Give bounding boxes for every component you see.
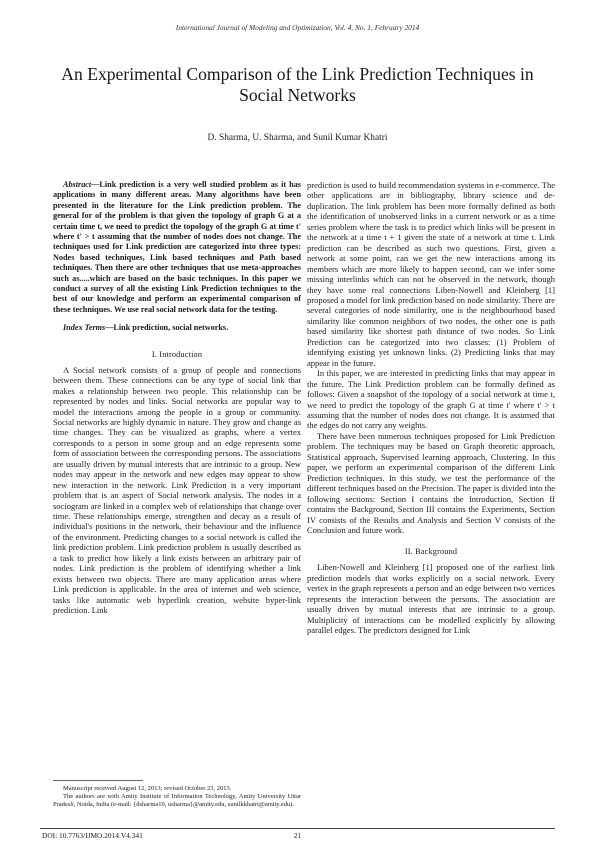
footer-divider — [40, 828, 555, 829]
abstract-label: Abstract — [63, 180, 92, 189]
body-paragraph: In this paper, we are interested in predicting links that may appear in the future. The Link Prediction problem can be formally defined as follows: Given a snapshot of the topology of a social network at time t, we need to predict the topology of the graph G at time t' where t' > t assuming that the number of nodes does not change. It is assumed that the edges do not carry any weights. — [307, 368, 555, 431]
abstract-text: —Link prediction is a very well studied problem as it has applications in many different areas. Many algorithms have been presented in the literature for the Link prediction problem. The general for of the problem is that given the topology of graph G at a certain time t, we need to predict the topology of the graph G at time t' where t' > t assuming that the number of nodes does not change. The techniques used for Link prediction are categorized into three types: Nodes based techniques, Link based techniques and Path based techniques. Then there are other techniques that use meta-approaches such as.....which are based on the basic techniques. In this paper we conduct a survey of all the existing Link Prediction techniques to the best of our knowledge and perform an experimental comparison of these techniques. We use real social network data for the testing. — [53, 180, 301, 314]
running-head: International Journal of Modeling and Optimization, Vol. 4, No. 1, February 2014 — [175, 23, 420, 32]
body-paragraph: There have been numerous techniques proposed for Link Prediction problem. The techniques may be based on Graph theoretic approach, Statistical approach, Supervised learning approach, Clustering. In this paper, we perform an experimental comparison of the different Link Prediction techniques. In this study, we test the performance of the different techniques based on the Precision. The paper is divided into the following sections: Section I contains the Introduction, Section II contains the Background, Section III contains the Experiments, Section IV consists of the Results and Analysis and Section V consists of the Conclusion and future work. — [307, 430, 555, 535]
abstract-paragraph — [53, 180, 301, 315]
body-paragraph: prediction is used to build recommendation systems in e-commerce. The other applications are in bibliography, library science and de-duplication. The link problem has been more formally defined as both the identification of unobserved links in a current network or as a time series problem where the task is to predict which links will be present in the network at a time t + 1 given the state of a network at time t. Link prediction can be described as such two questions. First, given a network at some point, can we get the new interactions among its members which are more likely to happen second, can we infer some missing interlinks which can not be observed in the network, though they have some real connections Liben-Nowell and Kleinberg [1] proposed a model for link prediction based on node similarity. There are several categories of node similarity, one is the neighbourhood based similarity like common neighbors of two nodes, the other one is path based similarity like shortest path distance of two nodes. So Link Prediction can be categorized into two classes: (1) Problem of identifying existing yet unknown links. (2) Predicting links that may appear in the future. — [307, 180, 555, 368]
author-list: D. Sharma, U. Sharma, and Sunil Kumar Khatri — [207, 133, 388, 143]
paper-title: An Experimental Comparison of the Link Prediction Techniques in Social Networks — [61, 64, 534, 105]
index-terms-text: —Link prediction, social networks. — [105, 323, 229, 333]
section-heading-introduction: I. Introduction — [151, 349, 203, 359]
page-number: 21 — [293, 831, 302, 840]
section-heading-background: II. Background — [404, 547, 458, 557]
index-terms-paragraph — [53, 323, 301, 333]
footnote-received: Manuscript received August 12, 2013; revised October 23, 2013. — [63, 785, 232, 792]
introduction-paragraph: A Social network consists of a group of people and connections between them. These connections can be any type of social link that makes a relationship between two people. This relationship can be represented by nodes and links. Social networks are popular way to model the interactions among the people in a group or community. Social networks are highly dynamic in nature. They grow and change as time changes. They can be visualized as graphs, where a vertex corresponds to a person in some group and an edge represents some form of association between the corresponding persons. The associations are usually driven by mutual interests that are intrinsic to a group. New nodes may appear in the network and new edges may appear to show new interaction in the network. Link Prediction is a very important problem that is an aspect of Social network analysis. The nodes in a sociogram are linked in a complex web of relationships that change over time. These relationships emerge, strengthen and decay as a result of individual's positions in the network, their behaviour and the influence of the environment. Predicting changes to a social network is called the link prediction problem. Link prediction problem is usually described as a task to predict how likely a link exists between an arbitrary pair of nodes. Link prediction is the problem of identifying whether a link exists between two objects. There are many application areas where Link prediction is applicable. In the area of internet and web science, tasks like automatic web hyperlink creation, website hyper-link prediction. Link — [53, 364, 301, 616]
background-paragraph: Liben-Nowell and Kleinberg [1] proposed one of the earliest link prediction models that works explicitly on a social network. Every vertex in the graph represents a person and an edge between two vertices represents the interaction between the persons. The association are usually driven by mutual interests that are intrinsic to a group. Multiplicity of interactions can be modelled explicitly by allowing parallel edges. The predictors designed for Link — [307, 562, 555, 636]
footnote-divider — [53, 780, 143, 781]
index-terms-label: Index Terms — [63, 323, 106, 333]
right-column — [307, 180, 555, 636]
left-column — [53, 180, 301, 616]
abstract — [53, 180, 301, 315]
footnote-affiliation: The authors are with Amity Institute of Information Technology, Amity University Uttar Pradesh, Noida, India (e-mail: {dsharma10, usharma}@amity.edu, sunilkkhatri@amity.edu). — [53, 793, 301, 808]
footnote — [53, 785, 301, 809]
index-terms — [53, 323, 301, 333]
doi-label: DOI: 10.7763/IJMO.2014.V4.341 — [42, 831, 143, 840]
